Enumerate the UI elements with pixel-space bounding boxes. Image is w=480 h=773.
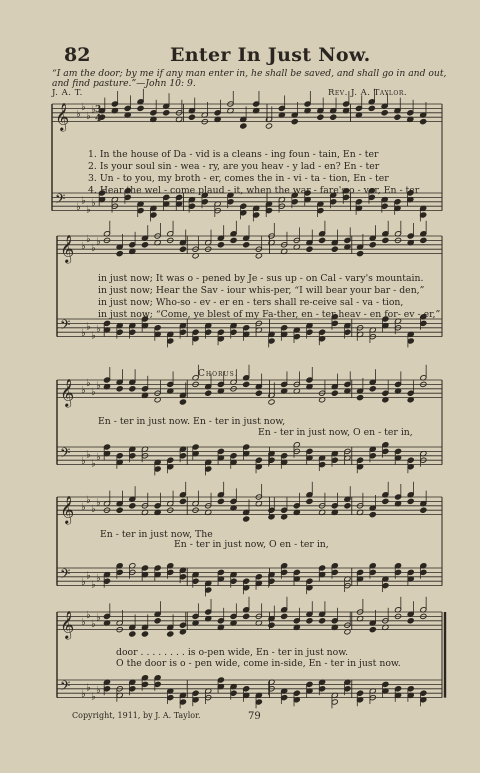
note-head [205, 390, 212, 396]
flat-icon: ♭ [76, 202, 81, 214]
note-head [116, 386, 123, 392]
note-head [420, 237, 427, 243]
verse-line-1b: in just now; It was o - pened by Je - sus up - on Cal - vary's mountain. [98, 273, 424, 284]
flat-icon: ♭ [81, 501, 86, 513]
flat-icon: ♭ [86, 449, 91, 461]
note-head [255, 390, 262, 396]
note-head [317, 114, 324, 120]
hymn-number: 82 [64, 44, 91, 66]
note-head [420, 119, 427, 125]
note-head [163, 110, 170, 116]
note-head [230, 237, 237, 243]
chorus-sys3-lower: En - ter in just now, O en - ter in, [258, 427, 413, 438]
note-head [265, 123, 272, 129]
flat-icon: ♭ [81, 689, 86, 701]
note-head [330, 114, 337, 120]
flat-icon: ♭ [96, 323, 101, 335]
time-signature-top: 3 [95, 105, 102, 115]
flat-icon: ♭ [96, 380, 101, 392]
note-head [344, 503, 351, 509]
verse-line-2a: 2. Is your soul sin - wea - ry, are you heav - y lad - en? En - ter [88, 161, 380, 172]
note-head [129, 631, 136, 637]
note-head [369, 242, 376, 248]
flat-icon: ♭ [91, 387, 96, 398]
verse-line-3a: 3. Un - to you, my broth - er, comes the in - vi - ta - tion, En - ter [88, 173, 389, 184]
flat-icon: ♭ [86, 495, 91, 507]
note-head [268, 622, 275, 628]
flat-icon: ♭ [91, 579, 96, 591]
verse-line-4b: in just now; “Come, ye blest of my Fa-ther, en - ter heav - en for- ev - er,” [98, 309, 441, 320]
note-head [137, 105, 144, 111]
note-head [116, 251, 123, 257]
copyright-notice: Copyright, 1911, by J. A. Taylor. [72, 711, 201, 720]
bass-clef-icon: 𝄢 [60, 678, 71, 698]
note-head [382, 237, 389, 243]
verse-line-3b: in just now; Who-so - ev - er en - ters shall re-ceive sal - va - tion, [98, 297, 404, 308]
treble-clef-icon: 𝄞 [60, 610, 75, 639]
page-number: 79 [248, 711, 261, 722]
flat-icon: ♭ [91, 504, 96, 515]
note-head [368, 105, 375, 111]
note-head [154, 618, 161, 624]
note-head [319, 237, 326, 243]
note-head [331, 390, 338, 396]
note-head [306, 498, 313, 504]
note-head [243, 613, 250, 619]
flat-icon: ♭ [81, 328, 86, 340]
flat-icon: ♭ [81, 577, 86, 589]
flat-icon: ♭ [96, 236, 101, 248]
note-head [381, 110, 388, 116]
note-head [188, 114, 195, 120]
chorus-sys4-upper: En - ter in just now, The [100, 529, 213, 540]
note-head [129, 503, 136, 509]
note-head [382, 498, 389, 504]
note-head [281, 613, 288, 619]
flat-icon: ♭ [86, 378, 91, 390]
note-head [116, 507, 123, 513]
note-head [394, 114, 401, 120]
note-head [179, 399, 186, 405]
flat-icon: ♭ [91, 104, 96, 116]
chorus-sys3-upper: En - ter in just now. En - ter in just now, [98, 416, 286, 427]
note-head [407, 618, 414, 624]
note-head [331, 246, 338, 252]
flat-icon: ♭ [91, 330, 96, 342]
note-head [268, 399, 275, 405]
flat-icon: ♭ [91, 197, 96, 209]
note-head [243, 381, 250, 387]
chorus-heading: Chorus. [198, 369, 239, 379]
note-head [240, 123, 247, 129]
note-head [357, 395, 364, 401]
flat-icon: ♭ [81, 384, 86, 396]
flat-icon: ♭ [86, 682, 91, 694]
note-head [243, 516, 250, 522]
time-signature-bottom: 4 [95, 114, 102, 124]
chorus-sys5-lower: O the door is o - pen wide, come in-side, En - ter in just now. [116, 658, 401, 669]
treble-clef-icon: 𝄞 [60, 234, 75, 263]
note-head [243, 242, 250, 248]
flat-icon: ♭ [76, 108, 81, 120]
flat-icon: ♭ [86, 570, 91, 582]
flat-icon: ♭ [96, 572, 101, 584]
flat-icon: ♭ [81, 456, 86, 468]
treble-clef-icon: 𝄞 [60, 378, 75, 407]
hymn-title: Enter In Just Now. [170, 44, 371, 66]
note-head [141, 631, 148, 637]
note-head [291, 119, 298, 125]
flat-icon: ♭ [86, 321, 91, 333]
note-head [306, 246, 313, 252]
bass-clef-icon: 𝄢 [60, 317, 71, 337]
note-head [369, 386, 376, 392]
note-head [420, 507, 427, 513]
note-head [129, 386, 136, 392]
note-head [179, 246, 186, 252]
note-head [141, 242, 148, 248]
verse-line-4a: 4. Hear the wel - come plaud - it, when the war - fare's o - ver, En - ter [88, 185, 420, 196]
flat-icon: ♭ [81, 616, 86, 628]
composer-credit: J. A. T. [52, 88, 83, 98]
flat-icon: ♭ [81, 195, 86, 207]
flat-icon: ♭ [91, 243, 96, 254]
note-head [217, 498, 224, 504]
note-head [167, 631, 174, 637]
chorus-sys5-upper: door . . . . . . . . is o-pen wide, En - ter in just now. [116, 647, 349, 658]
note-head [369, 512, 376, 518]
chorus-sys4-lower: En - ter in just now, O en - ter in, [174, 539, 329, 550]
flat-icon: ♭ [91, 458, 96, 470]
flat-icon: ♭ [96, 684, 101, 696]
note-head [357, 251, 364, 257]
bass-clef-icon: 𝄢 [60, 445, 71, 465]
author-credit: Rev. J. A. Taylor. [328, 88, 408, 98]
flat-icon: ♭ [86, 234, 91, 246]
note-head [369, 627, 376, 633]
epigraph-line-2: and find pasture.”—John 10: 9. [52, 78, 196, 89]
flat-icon: ♭ [86, 610, 91, 622]
bass-clef-icon: 𝄢 [55, 191, 66, 211]
epigraph-line-1: “I am the door; by me if any man enter in, he shall be saved, and shall go in and out, [52, 68, 447, 79]
flat-icon: ♭ [91, 691, 96, 703]
flat-icon: ♭ [81, 240, 86, 252]
note-head [217, 242, 224, 248]
flat-icon: ♭ [96, 451, 101, 463]
flat-icon: ♭ [91, 619, 96, 630]
flat-icon: ♭ [81, 102, 86, 114]
flat-icon: ♭ [96, 612, 101, 624]
flat-icon: ♭ [86, 204, 91, 216]
verse-line-1a: 1. In the house of Da - vid is a cleans - ing foun - tain, En - ter [88, 149, 379, 160]
treble-clef-icon: 𝄞 [55, 102, 70, 131]
verse-line-2b: in just now; Hear the Sav - iour whis-per, “I will bear your bar - den,” [98, 285, 425, 296]
flat-icon: ♭ [96, 497, 101, 509]
flat-icon: ♭ [86, 111, 91, 122]
note-head [319, 618, 326, 624]
treble-clef-icon: 𝄞 [60, 495, 75, 524]
bass-clef-icon: 𝄢 [60, 566, 71, 586]
note-head [306, 618, 313, 624]
note-head [407, 498, 414, 504]
note-head [179, 498, 186, 504]
